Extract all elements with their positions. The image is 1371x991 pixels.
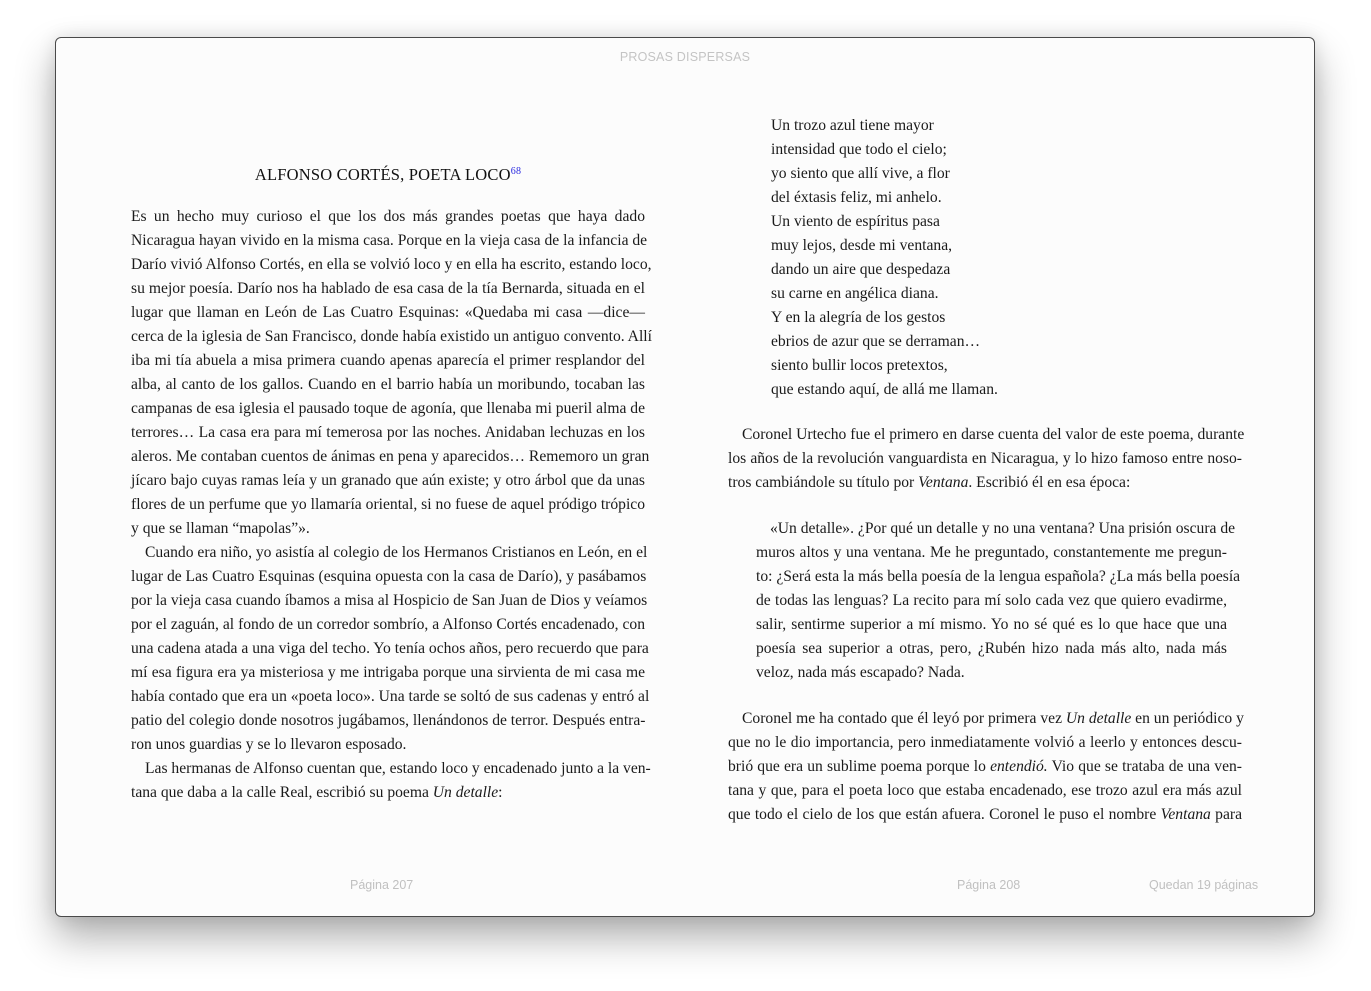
- text-line: terrores… La casa era para mí temerosa por las noches. Anidaban lechuzas en los: [131, 424, 645, 441]
- quote-line: «Un detalle». ¿Por qué un detalle y no una ventana? Una prisión oscura de: [770, 520, 1236, 537]
- book-title: PROSAS DISPERSAS: [619, 50, 751, 64]
- text-span: . Escribió él en esa época:: [968, 474, 1131, 491]
- poem-title-italic: Un detalle: [432, 784, 499, 801]
- text-line: Darío vivió Alfonso Cortés, en ella se volvió loco y en ella ha escrito, estando loco,: [131, 256, 652, 273]
- pages-remaining: Quedan 19 páginas: [1149, 878, 1259, 892]
- text-line: lugar que llaman en León de Las Cuatro Esquinas: «Quedaba mi casa —dice—: [131, 304, 645, 321]
- poem-line: su carne en angélica diana.: [771, 285, 939, 302]
- text-span: Coronel me ha contado que él leyó por primera vez: [742, 710, 1066, 727]
- text-line: Cuando era niño, yo asistía al colegio de los Hermanos Cristianos en León, en el: [145, 544, 648, 561]
- text-line: jícaro bajo cuyas ramas leía y un granado que aún existe; y otro árbol que da unas: [131, 472, 645, 489]
- poem-line: Un viento de espíritus pasa: [771, 213, 940, 230]
- chapter-title: [131, 165, 645, 185]
- text-line: [728, 755, 1242, 779]
- quote-line: veloz, nada más escapado? Nada.: [756, 664, 965, 681]
- text-line: alba, al canto de los gallos. Cuando en el barrio había un moribundo, tocaban las: [131, 376, 645, 393]
- text-line: patio del colegio donde nosotros jugábamos, llenándonos de terror. Después entra-: [131, 712, 646, 729]
- paragraph-2: [131, 541, 650, 757]
- paragraph-3: [131, 757, 651, 805]
- text-line: una cadena atada a una viga del techo. Yo tenía ochos años, pero recuerdo que para: [131, 640, 649, 657]
- poem-line: Y en la alegría de los gestos: [771, 309, 946, 326]
- text-line: [131, 781, 645, 805]
- text-line: campanas de esa iglesia el pausado toque de agonía, que llenaba mi pueril alma de: [131, 400, 645, 417]
- text-line: [728, 803, 1242, 827]
- text-span: :: [498, 784, 503, 801]
- text-line: había contado que era un «poeta loco». Una tarde se soltó de sus cadenas y entró al: [131, 688, 650, 705]
- text-line: iba mi tía abuela a misa primera cuando apenas aparecía el primer resplandor del: [131, 352, 645, 369]
- text-span: tros cambiándole su título por: [728, 474, 919, 491]
- poem-line: ebrios de azur que se derraman…: [771, 333, 981, 350]
- text-line: flores de un perfume que yo llamaría oriental, si no fuese de aquel pródigo trópico: [131, 496, 645, 513]
- text-line: aleros. Me contaban cuentos de ánimas en pena y aparecidos… Rememoro un gran: [131, 448, 650, 465]
- poem-line: del éxtasis feliz, mi anhelo.: [771, 189, 942, 206]
- poem-line: muy lejos, desde mi ventana,: [771, 237, 953, 254]
- text-span: en un periódico y: [1131, 710, 1244, 727]
- text-line: por la vieja casa cuando íbamos a misa al Hospicio de San Juan de Dios y veíamos: [131, 592, 648, 609]
- paragraph-coronel: [728, 707, 1242, 827]
- quote-line: de todas las lenguas? La recito para mí solo cada vez que quiero evadirme,: [756, 592, 1227, 609]
- text-line: mí esa figura era ya misteriosa y me intrigaba porque una sirvienta de mi casa me: [131, 664, 645, 681]
- quote-line: salir, sentirme superior a mí mismo. Yo no sé qué es lo que hace que una: [756, 616, 1227, 633]
- text-line: [728, 707, 1242, 731]
- text-span: Vio que se trataba de una ven-: [1047, 758, 1242, 775]
- poem-line: intensidad que todo el cielo;: [771, 141, 947, 158]
- footnote-link[interactable]: 68: [510, 166, 522, 177]
- left-page-number: Página 207: [350, 878, 414, 892]
- un-detalle-italic: Un detalle: [1065, 710, 1132, 727]
- poem-line: siento bullir locos pretextos,: [771, 357, 948, 374]
- quote-line: muros altos y una ventana. Me he preguntado, constantemente me pregun-: [756, 544, 1227, 561]
- text-line: [728, 471, 1242, 495]
- text-span: tana que daba a la calle Real, escribió su poema: [131, 784, 433, 801]
- poem-line: yo siento que allí vive, a flor: [771, 165, 950, 182]
- text-line: ron unos guardias y se lo llevaron esposado.: [131, 736, 407, 753]
- text-line: los años de la revolución vanguardista en Nicaragua, y lo hizo famoso entre noso-: [728, 450, 1242, 467]
- quote-line: poesía sea superior a otras, pero, ¿Rubén hizo nada más alto, nada más: [756, 640, 1227, 657]
- quote-line: to: ¿Será esta la más bella poesía de la lengua española? ¿La más bella poesía: [756, 568, 1241, 585]
- entendio-italic: entendió.: [990, 758, 1048, 775]
- book-reader-window: [55, 37, 1315, 917]
- poem: [771, 114, 1171, 402]
- text-line: y que se llaman “mapolas”».: [131, 520, 310, 537]
- text-span: que todo el cielo de los que están afuera. Coronel le puso el nombre: [728, 806, 1161, 823]
- ventana-italic: Ventana: [1160, 806, 1211, 823]
- poem-line: dando un aire que despedaza: [771, 261, 951, 278]
- ventana-italic: Ventana: [918, 474, 969, 491]
- blockquote: [756, 517, 1241, 685]
- text-line: Coronel Urtecho fue el primero en darse cuenta del valor de este poema, durante: [742, 426, 1245, 443]
- text-span: brió que era un sublime poema porque lo: [728, 758, 991, 775]
- paragraph-1: [131, 205, 652, 541]
- chapter-title-text: ALFONSO CORTÉS, POETA LOCO: [254, 165, 511, 184]
- poem-line: Un trozo azul tiene mayor: [771, 117, 934, 134]
- text-line: su mejor poesía. Darío nos ha hablado de esa casa de la tía Bernarda, situada en el: [131, 280, 645, 297]
- right-page-number: Página 208: [957, 878, 1021, 892]
- text-line: lugar de Las Cuatro Esquinas (esquina opuesta con la casa de Darío), y pasábamos: [131, 568, 647, 585]
- text-line: Las hermanas de Alfonso cuentan que, estando loco y encadenado junto a la ven-: [145, 760, 651, 777]
- text-line: Es un hecho muy curioso el que los dos más grandes poetas que haya dado: [131, 208, 645, 225]
- text-line: cerca de la iglesia de San Francisco, donde había existido un antiguo convento. Allí: [131, 328, 652, 345]
- poem-line: que estando aquí, de allá me llaman.: [771, 381, 998, 398]
- paragraph-urtecho: [728, 423, 1245, 495]
- text-line: Nicaragua hayan vivido en la misma casa. Porque en la vieja casa de la infancia de: [131, 232, 648, 249]
- text-span: para: [1210, 806, 1243, 823]
- text-line: por el zaguán, al fondo de un corredor sombrío, a Alfonso Cortés encadenado, con: [131, 616, 645, 633]
- text-line: que no le dio importancia, pero inmediatamente volvió a leerlo y entonces descu-: [728, 734, 1242, 751]
- text-line: tana y que, para el poeta loco que estaba encadenado, ese trozo azul era más azul: [728, 782, 1242, 799]
